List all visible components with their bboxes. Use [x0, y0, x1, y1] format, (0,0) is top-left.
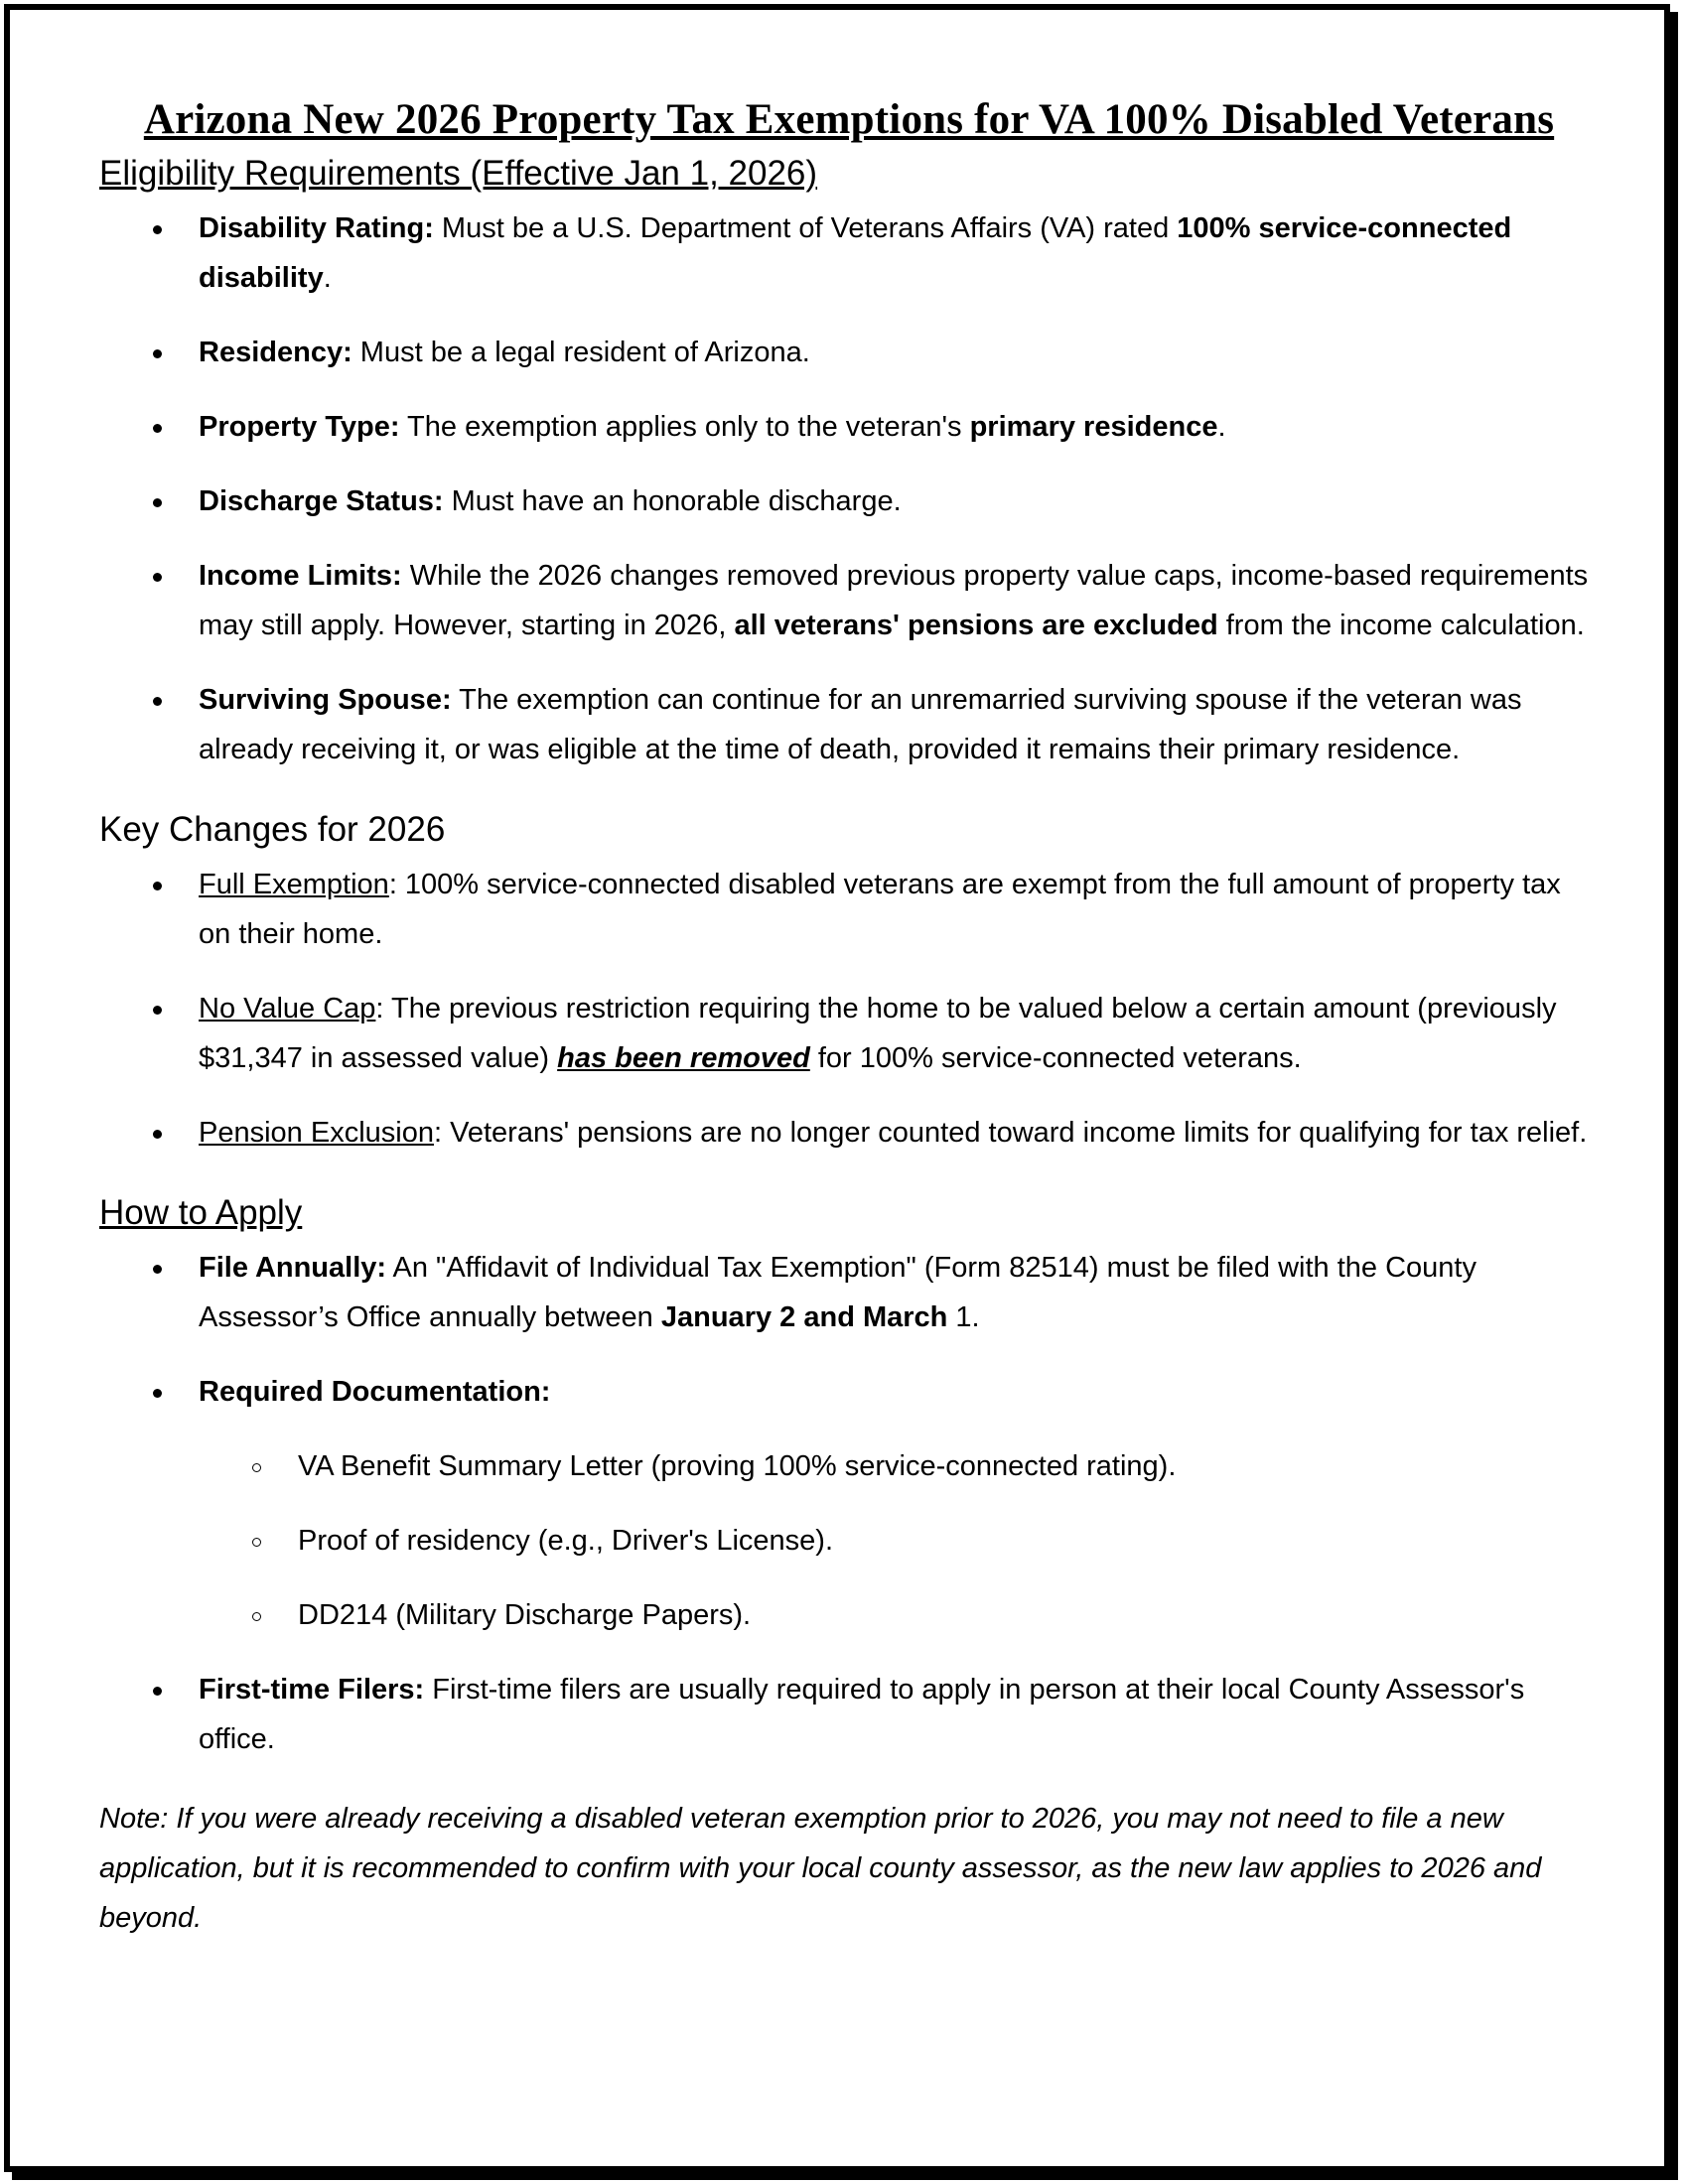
eligibility-heading: Eligibility Requirements (Effective Jan 1, 2026) [99, 154, 818, 193]
documentation-text: Proof of residency (e.g., Driver's License). [298, 1525, 834, 1557]
apply-item-required-documentation [99, 1367, 1599, 1640]
documentation-item [199, 1590, 1599, 1640]
item-text: : The previous restriction requiring the home to be valued below a certain amount (previously $31,347 in assessed value) [199, 993, 1557, 1074]
item-emphasis: primary residence [969, 411, 1218, 443]
item-emphasis: 100% service-connected disability [199, 212, 1512, 294]
circle-bullet-icon [252, 1463, 261, 1472]
item-label: Pension Exclusion [199, 1117, 434, 1149]
bullet-icon [153, 498, 162, 507]
item-text-end: . [1217, 411, 1226, 443]
key-changes-list [99, 860, 1599, 1158]
item-text: : Veterans' pensions are no longer counted toward income limits for qualifying for tax relief. [433, 1117, 1588, 1149]
documentation-text: DD214 (Military Discharge Papers). [298, 1599, 752, 1631]
change-item-no-value-cap [99, 984, 1599, 1083]
item-text: Must be a U.S. Department of Veterans Affairs (VA) rated [433, 212, 1178, 244]
circle-bullet-icon [252, 1612, 261, 1621]
how-to-apply-heading: How to Apply [99, 1193, 303, 1232]
item-text: The exemption applies only to the veteran's [399, 411, 970, 443]
item-label: File Annually: [199, 1252, 387, 1284]
item-text: While the 2026 changes removed previous property value caps, income-based requirements may still apply. However, starting in 2026, [199, 560, 1589, 641]
bullet-icon [153, 882, 162, 890]
document-title: Arizona New 2026 Property Tax Exemptions for VA 100% Disabled Veterans [143, 96, 1555, 143]
documentation-item [199, 1441, 1599, 1491]
item-label: No Value Cap [199, 993, 376, 1024]
item-text: Must be a legal resident of Arizona. [352, 337, 810, 368]
bullet-icon [153, 1389, 162, 1398]
documentation-sublist [199, 1441, 1599, 1640]
footnote: Note: If you were already receiving a disabled veteran exemption prior to 2026, you may not need to file a new application, but it is recommended to confirm with your local county assessor, as the new law applies to 2026 and beyond. [99, 1803, 1542, 1934]
item-label: First-time Filers: [199, 1674, 425, 1706]
bullet-icon [153, 349, 162, 358]
eligibility-list [99, 204, 1599, 774]
bullet-icon [153, 573, 162, 582]
apply-item-first-time-filers [99, 1665, 1599, 1764]
item-text-end: 1. [947, 1301, 980, 1333]
item-text: First-time filers are usually required to apply in person at their local County Assessor's office. [199, 1674, 1525, 1755]
item-text: : 100% service-connected disabled veterans are exempt from the full amount of property tax on their home. [199, 869, 1561, 950]
eligibility-item-income-limits [99, 551, 1599, 650]
item-label: Surviving Spouse: [199, 684, 452, 716]
item-label: Discharge Status: [199, 485, 444, 517]
documentation-text: VA Benefit Summary Letter (proving 100% service-connected rating). [298, 1450, 1177, 1482]
eligibility-item-surviving-spouse [99, 675, 1599, 774]
eligibility-item-property-type [99, 402, 1599, 452]
how-to-apply-list [99, 1243, 1599, 1764]
item-text: The exemption can continue for an unremarried surviving spouse if the veteran was already receiving it, or was eligible at the time of death, provided it remains their primary residence. [199, 684, 1522, 765]
apply-item-file-annually [99, 1243, 1599, 1342]
item-label: Required Documentation: [199, 1376, 551, 1408]
item-label: Residency: [199, 337, 352, 368]
document-body [99, 95, 1599, 1972]
bullet-icon [153, 1687, 162, 1696]
eligibility-item-discharge-status [99, 477, 1599, 526]
eligibility-item-residency [99, 328, 1599, 377]
item-emphasis: has been removed [557, 1042, 810, 1074]
documentation-item [199, 1516, 1599, 1566]
bullet-icon [153, 225, 162, 234]
item-emphasis: all veterans' pensions are excluded [734, 610, 1218, 641]
circle-bullet-icon [252, 1538, 261, 1547]
item-label: Property Type: [199, 411, 400, 443]
item-text-end: . [323, 262, 332, 294]
key-changes-heading: Key Changes for 2026 [99, 810, 446, 849]
bullet-icon [153, 1006, 162, 1015]
item-text-end: from the income calculation. [1217, 610, 1585, 641]
item-emphasis: January 2 and March [660, 1301, 948, 1333]
item-label: Disability Rating: [199, 212, 434, 244]
bullet-icon [153, 697, 162, 706]
change-item-pension-exclusion [99, 1108, 1599, 1158]
change-item-full-exemption [99, 860, 1599, 959]
eligibility-item-disability-rating [99, 204, 1599, 303]
item-text-end: for 100% service-connected veterans. [809, 1042, 1302, 1074]
item-label: Full Exemption [199, 869, 389, 900]
item-text: Must have an honorable discharge. [443, 485, 902, 517]
bullet-icon [153, 1130, 162, 1139]
bullet-icon [153, 424, 162, 433]
bullet-icon [153, 1265, 162, 1274]
item-label: Income Limits: [199, 560, 402, 592]
item-text: An "Affidavit of Individual Tax Exemption" (Form 82514) must be filed with the County Assessor’s Office annually between [199, 1252, 1477, 1333]
